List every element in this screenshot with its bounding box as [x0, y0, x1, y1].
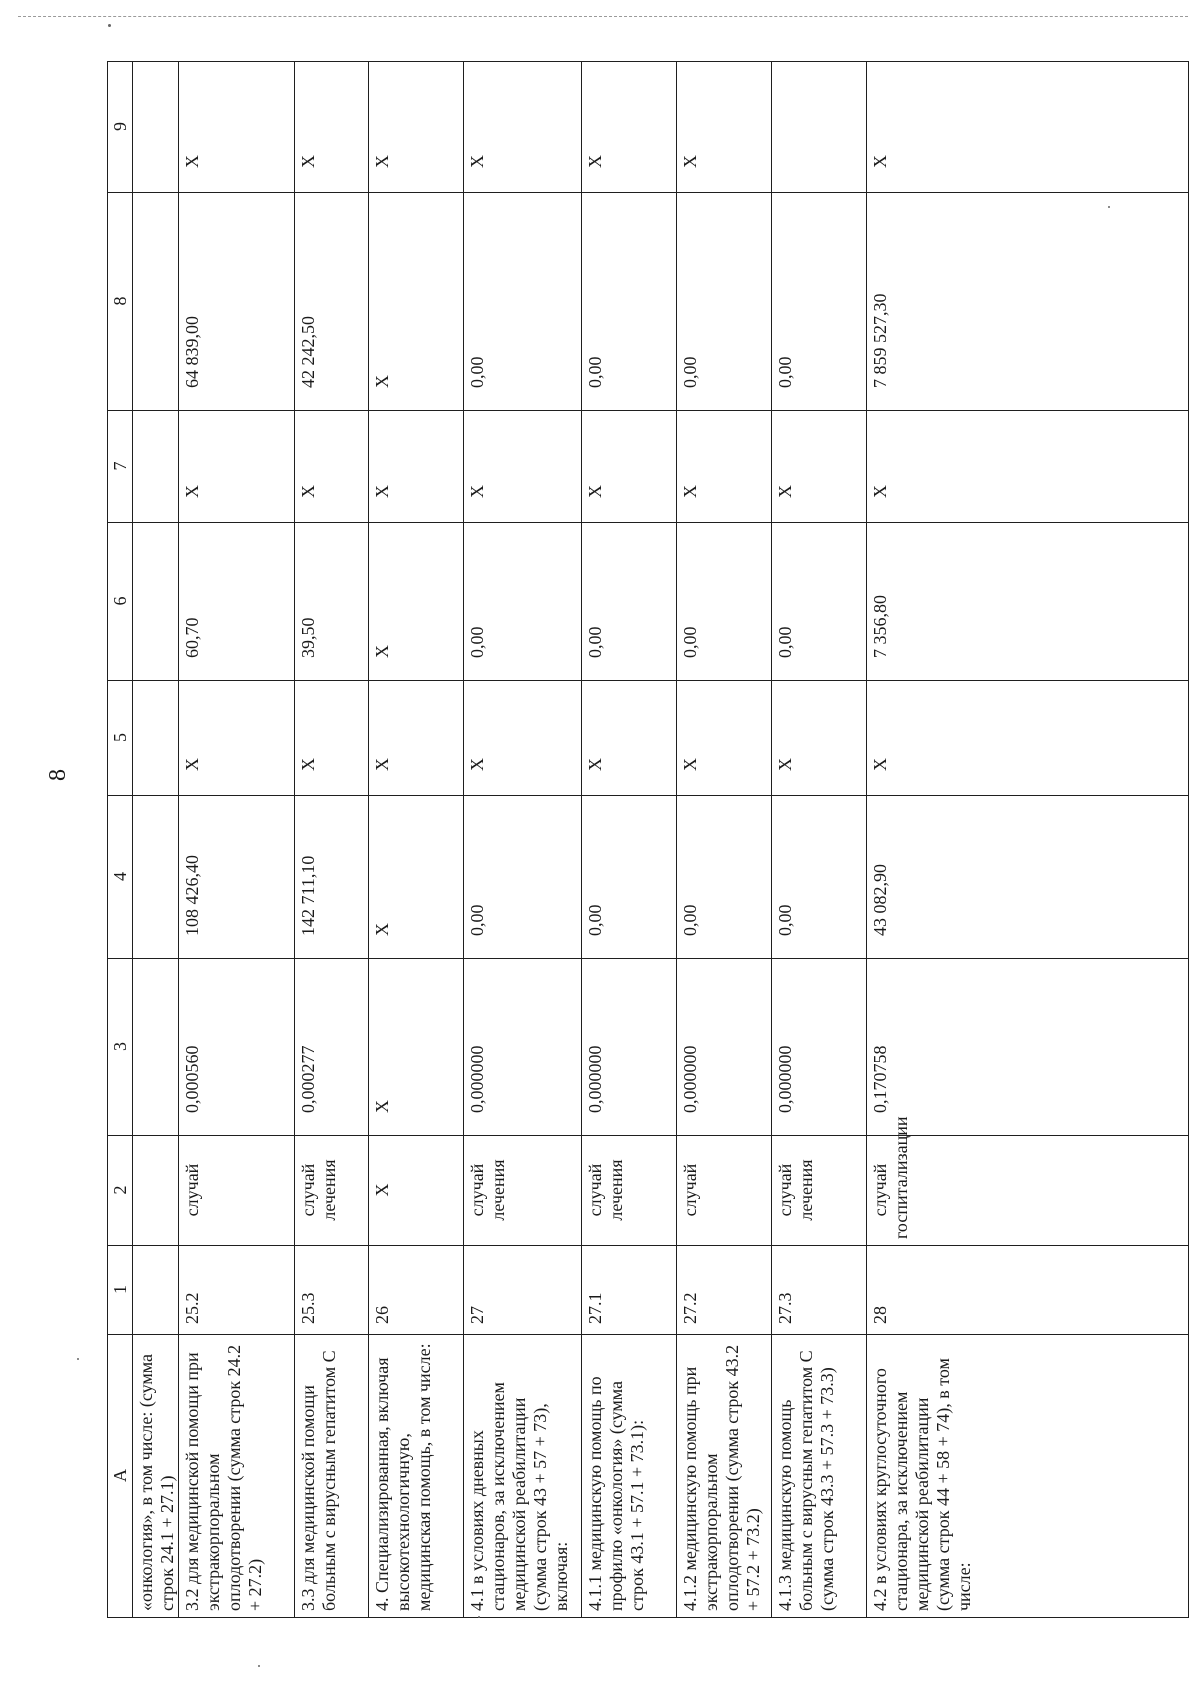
value-cell: Х	[369, 681, 464, 796]
value-cell: 0,00	[464, 193, 582, 411]
value-cell: 0,170758	[867, 959, 1189, 1136]
row-code-cell: 25.2	[179, 1246, 295, 1335]
row-label-cell: «онкология», в том числе: (сумма строк 24.1 + 27.1)	[133, 1335, 179, 1618]
value-cell: Х	[772, 411, 867, 523]
table-row	[464, 62, 582, 1618]
row-label-cell: 4.2 в условиях круглосуточного стационара, за исключением медицинской реабилитации (сумма строк 44 + 58 + 74), в том числе:	[867, 1335, 1189, 1618]
value-cell: 0,00	[582, 796, 677, 959]
value-cell: 39,50	[295, 523, 369, 681]
value-cell: Х	[582, 681, 677, 796]
value-cell: 43 082,90	[867, 796, 1189, 959]
value-cell: Х	[772, 681, 867, 796]
value-cell: Х	[369, 193, 464, 411]
column-header: 2	[108, 1136, 133, 1246]
row-code-cell: 25.3	[295, 1246, 369, 1335]
value-cell: 0,00	[677, 193, 772, 411]
value-cell: 7 859 527,30	[867, 193, 1189, 411]
row-code-cell	[133, 1246, 179, 1335]
value-cell: Х	[369, 796, 464, 959]
row-code-cell: 27.3	[772, 1246, 867, 1335]
scan-speck	[258, 1665, 260, 1667]
row-code-cell: 27	[464, 1246, 582, 1335]
value-cell: 0,00	[582, 523, 677, 681]
column-header: 8	[108, 193, 133, 411]
value-cell: 0,00	[772, 193, 867, 411]
value-cell	[133, 193, 179, 411]
value-cell: Х	[582, 62, 677, 193]
value-cell	[133, 523, 179, 681]
scan-speck	[1108, 206, 1110, 208]
value-cell: 0,00	[582, 193, 677, 411]
table-row	[582, 62, 677, 1618]
value-cell: Х	[369, 523, 464, 681]
row-code-cell: 27.2	[677, 1246, 772, 1335]
row-label-cell: 4.1 в условиях дневных стационаров, за исключением медицинской реабилитации (сумма строк 43 + 57 + 73), включая:	[464, 1335, 582, 1618]
value-cell: 0,000000	[677, 959, 772, 1136]
value-cell	[133, 62, 179, 193]
scan-speck	[478, 1616, 480, 1618]
value-cell: 0,000277	[295, 959, 369, 1136]
table-row	[867, 62, 1189, 1618]
value-cell: 0,000560	[179, 959, 295, 1136]
value-cell: Х	[179, 411, 295, 523]
value-cell	[133, 796, 179, 959]
row-label-cell: 3.3 для медицинской помощи больным с вирусным гепатитом С	[295, 1335, 369, 1618]
value-cell	[772, 62, 867, 193]
value-cell: 108 426,40	[179, 796, 295, 959]
scan-speck	[108, 24, 111, 27]
column-header: 9	[108, 62, 133, 193]
unit-cell: случай	[179, 1136, 295, 1246]
value-cell: 0,00	[677, 796, 772, 959]
value-cell: Х	[369, 411, 464, 523]
value-cell: 0,00	[677, 523, 772, 681]
unit-cell: случай лечения	[772, 1136, 867, 1246]
row-label-cell: 4. Специализированная, включая высокотехнологичную, медицинская помощь, в том числе:	[369, 1335, 464, 1618]
value-cell: Х	[464, 681, 582, 796]
unit-cell: случай лечения	[295, 1136, 369, 1246]
value-cell: 0,00	[772, 523, 867, 681]
table-header-row	[108, 62, 133, 1618]
value-cell: 7 356,80	[867, 523, 1189, 681]
column-header: 3	[108, 959, 133, 1136]
row-code-cell: 28	[867, 1246, 1189, 1335]
value-cell: Х	[179, 62, 295, 193]
scan-edge-line	[18, 16, 1188, 17]
value-cell: 0,00	[464, 796, 582, 959]
value-cell: 142 711,10	[295, 796, 369, 959]
scan-speck	[77, 1358, 79, 1360]
unit-cell	[133, 1136, 179, 1246]
value-cell: Х	[295, 411, 369, 523]
column-header: 1	[108, 1246, 133, 1335]
unit-cell: случай лечения	[464, 1136, 582, 1246]
value-cell: 0,00	[464, 523, 582, 681]
value-cell: 42 242,50	[295, 193, 369, 411]
unit-cell: случай	[677, 1136, 772, 1246]
unit-cell: случай лечения	[582, 1136, 677, 1246]
row-code-cell: 26	[369, 1246, 464, 1335]
value-cell: 60,70	[179, 523, 295, 681]
funding-table	[107, 61, 1189, 1618]
value-cell: 64 839,00	[179, 193, 295, 411]
value-cell: Х	[867, 411, 1189, 523]
column-header: А	[108, 1335, 133, 1618]
value-cell: Х	[677, 681, 772, 796]
unit-cell: случай госпитализации	[867, 1136, 1189, 1246]
value-cell: Х	[677, 411, 772, 523]
table-row	[772, 62, 867, 1618]
value-cell: Х	[464, 62, 582, 193]
value-cell: 0,000000	[582, 959, 677, 1136]
table-row	[295, 62, 369, 1618]
value-cell: Х	[677, 62, 772, 193]
table-row	[677, 62, 772, 1618]
table-row	[179, 62, 295, 1618]
unit-cell: Х	[369, 1136, 464, 1246]
value-cell: Х	[369, 62, 464, 193]
value-cell: 0,000000	[772, 959, 867, 1136]
value-cell	[133, 959, 179, 1136]
row-label-cell: 4.1.1 медицинскую помощь по профилю «онкология» (сумма строк 43.1 + 57.1 + 73.1):	[582, 1335, 677, 1618]
table-row	[369, 62, 464, 1618]
value-cell: Х	[179, 681, 295, 796]
value-cell: 0,000000	[464, 959, 582, 1136]
table-row	[133, 62, 179, 1618]
row-label-cell: 4.1.2 медицинскую помощь при экстракорпоральном оплодотворении (сумма строк 43.2 + 57.2 + 73.2)	[677, 1335, 772, 1618]
row-code-cell: 27.1	[582, 1246, 677, 1335]
value-cell	[133, 411, 179, 523]
value-cell: Х	[295, 681, 369, 796]
row-label-cell: 3.2 для медицинской помощи при экстракорпоральном оплодотворении (сумма строк 24.2 + 27.2)	[179, 1335, 295, 1618]
value-cell: Х	[582, 411, 677, 523]
value-cell: Х	[464, 411, 582, 523]
page-number: 8	[45, 769, 71, 781]
value-cell: Х	[295, 62, 369, 193]
column-header: 5	[108, 681, 133, 796]
row-label-cell: 4.1.3 медицинскую помощь больным с вирусным гепатитом С (сумма строк 43.3 + 57.3 + 73.3)	[772, 1335, 867, 1618]
value-cell: Х	[369, 959, 464, 1136]
column-header: 4	[108, 796, 133, 959]
value-cell: 0,00	[772, 796, 867, 959]
column-header: 7	[108, 411, 133, 523]
value-cell: Х	[867, 681, 1189, 796]
rotated-table-container	[107, 62, 1189, 1618]
value-cell	[133, 681, 179, 796]
column-header: 6	[108, 523, 133, 681]
value-cell: Х	[867, 62, 1189, 193]
